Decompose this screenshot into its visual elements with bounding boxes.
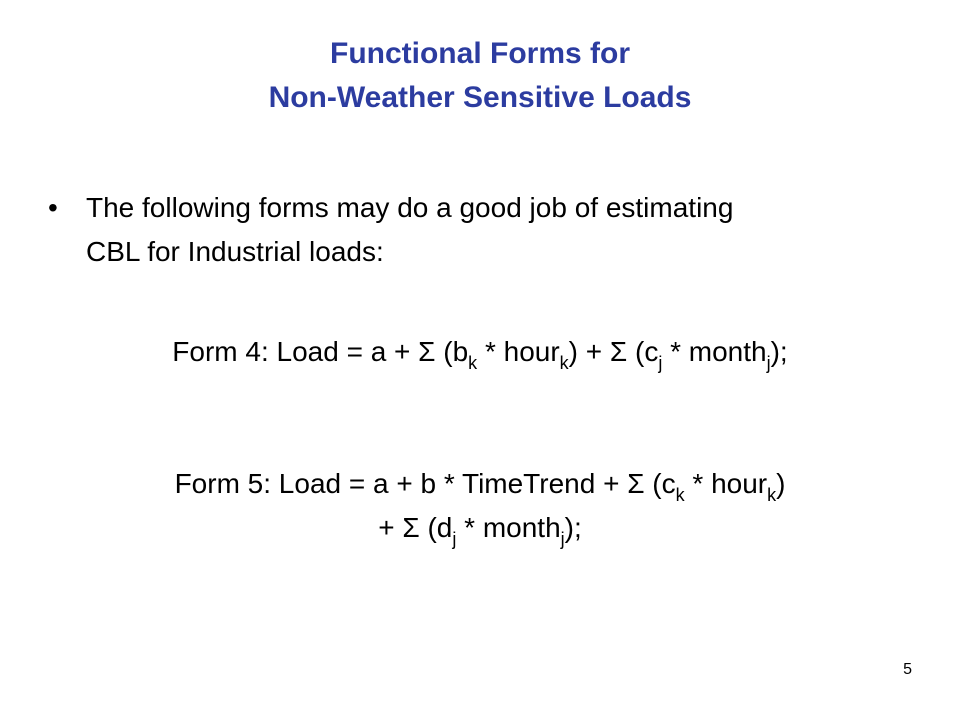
form4-text: Form 4: Load = a + Σ (b <box>172 336 469 367</box>
form4-subscript: k <box>468 353 478 373</box>
title-line-1: Functional Forms for <box>330 37 630 70</box>
page-number: 5 <box>903 661 912 678</box>
form5-text: * hour <box>684 468 768 499</box>
form4-text: ) + Σ (c <box>568 336 659 367</box>
formula-form-4 <box>0 330 960 374</box>
bullet-line-2: CBL for Industrial loads: <box>86 236 384 267</box>
formula-form-5-line-2 <box>0 506 960 550</box>
form5-text: ); <box>564 512 582 543</box>
bullet-text <box>86 186 906 274</box>
form5-subscript: k <box>675 485 685 505</box>
form5-text: ) <box>776 468 786 499</box>
form5-subscript: k <box>767 485 777 505</box>
form4-text: * month <box>662 336 767 367</box>
slide-title <box>0 32 960 120</box>
bullet-line-1: The following forms may do a good job of estimating <box>86 192 734 223</box>
form5-text: * month <box>456 512 561 543</box>
form4-subscript: j <box>658 353 663 373</box>
form5-subscript: j <box>452 529 457 549</box>
form4-text: * hour <box>477 336 560 367</box>
form5-text: Form 5: Load = a + b * TimeTrend + Σ (c <box>174 468 676 499</box>
bullet-dot-icon: • <box>48 192 58 223</box>
form4-subscript: k <box>559 353 569 373</box>
formula-form-5-line-1 <box>0 462 960 506</box>
form5-subscript: j <box>560 529 565 549</box>
title-line-2: Non-Weather Sensitive Loads <box>268 81 692 114</box>
form5-text: + Σ (d <box>378 512 453 543</box>
form4-subscript: j <box>766 353 771 373</box>
form4-text: ); <box>770 336 788 367</box>
